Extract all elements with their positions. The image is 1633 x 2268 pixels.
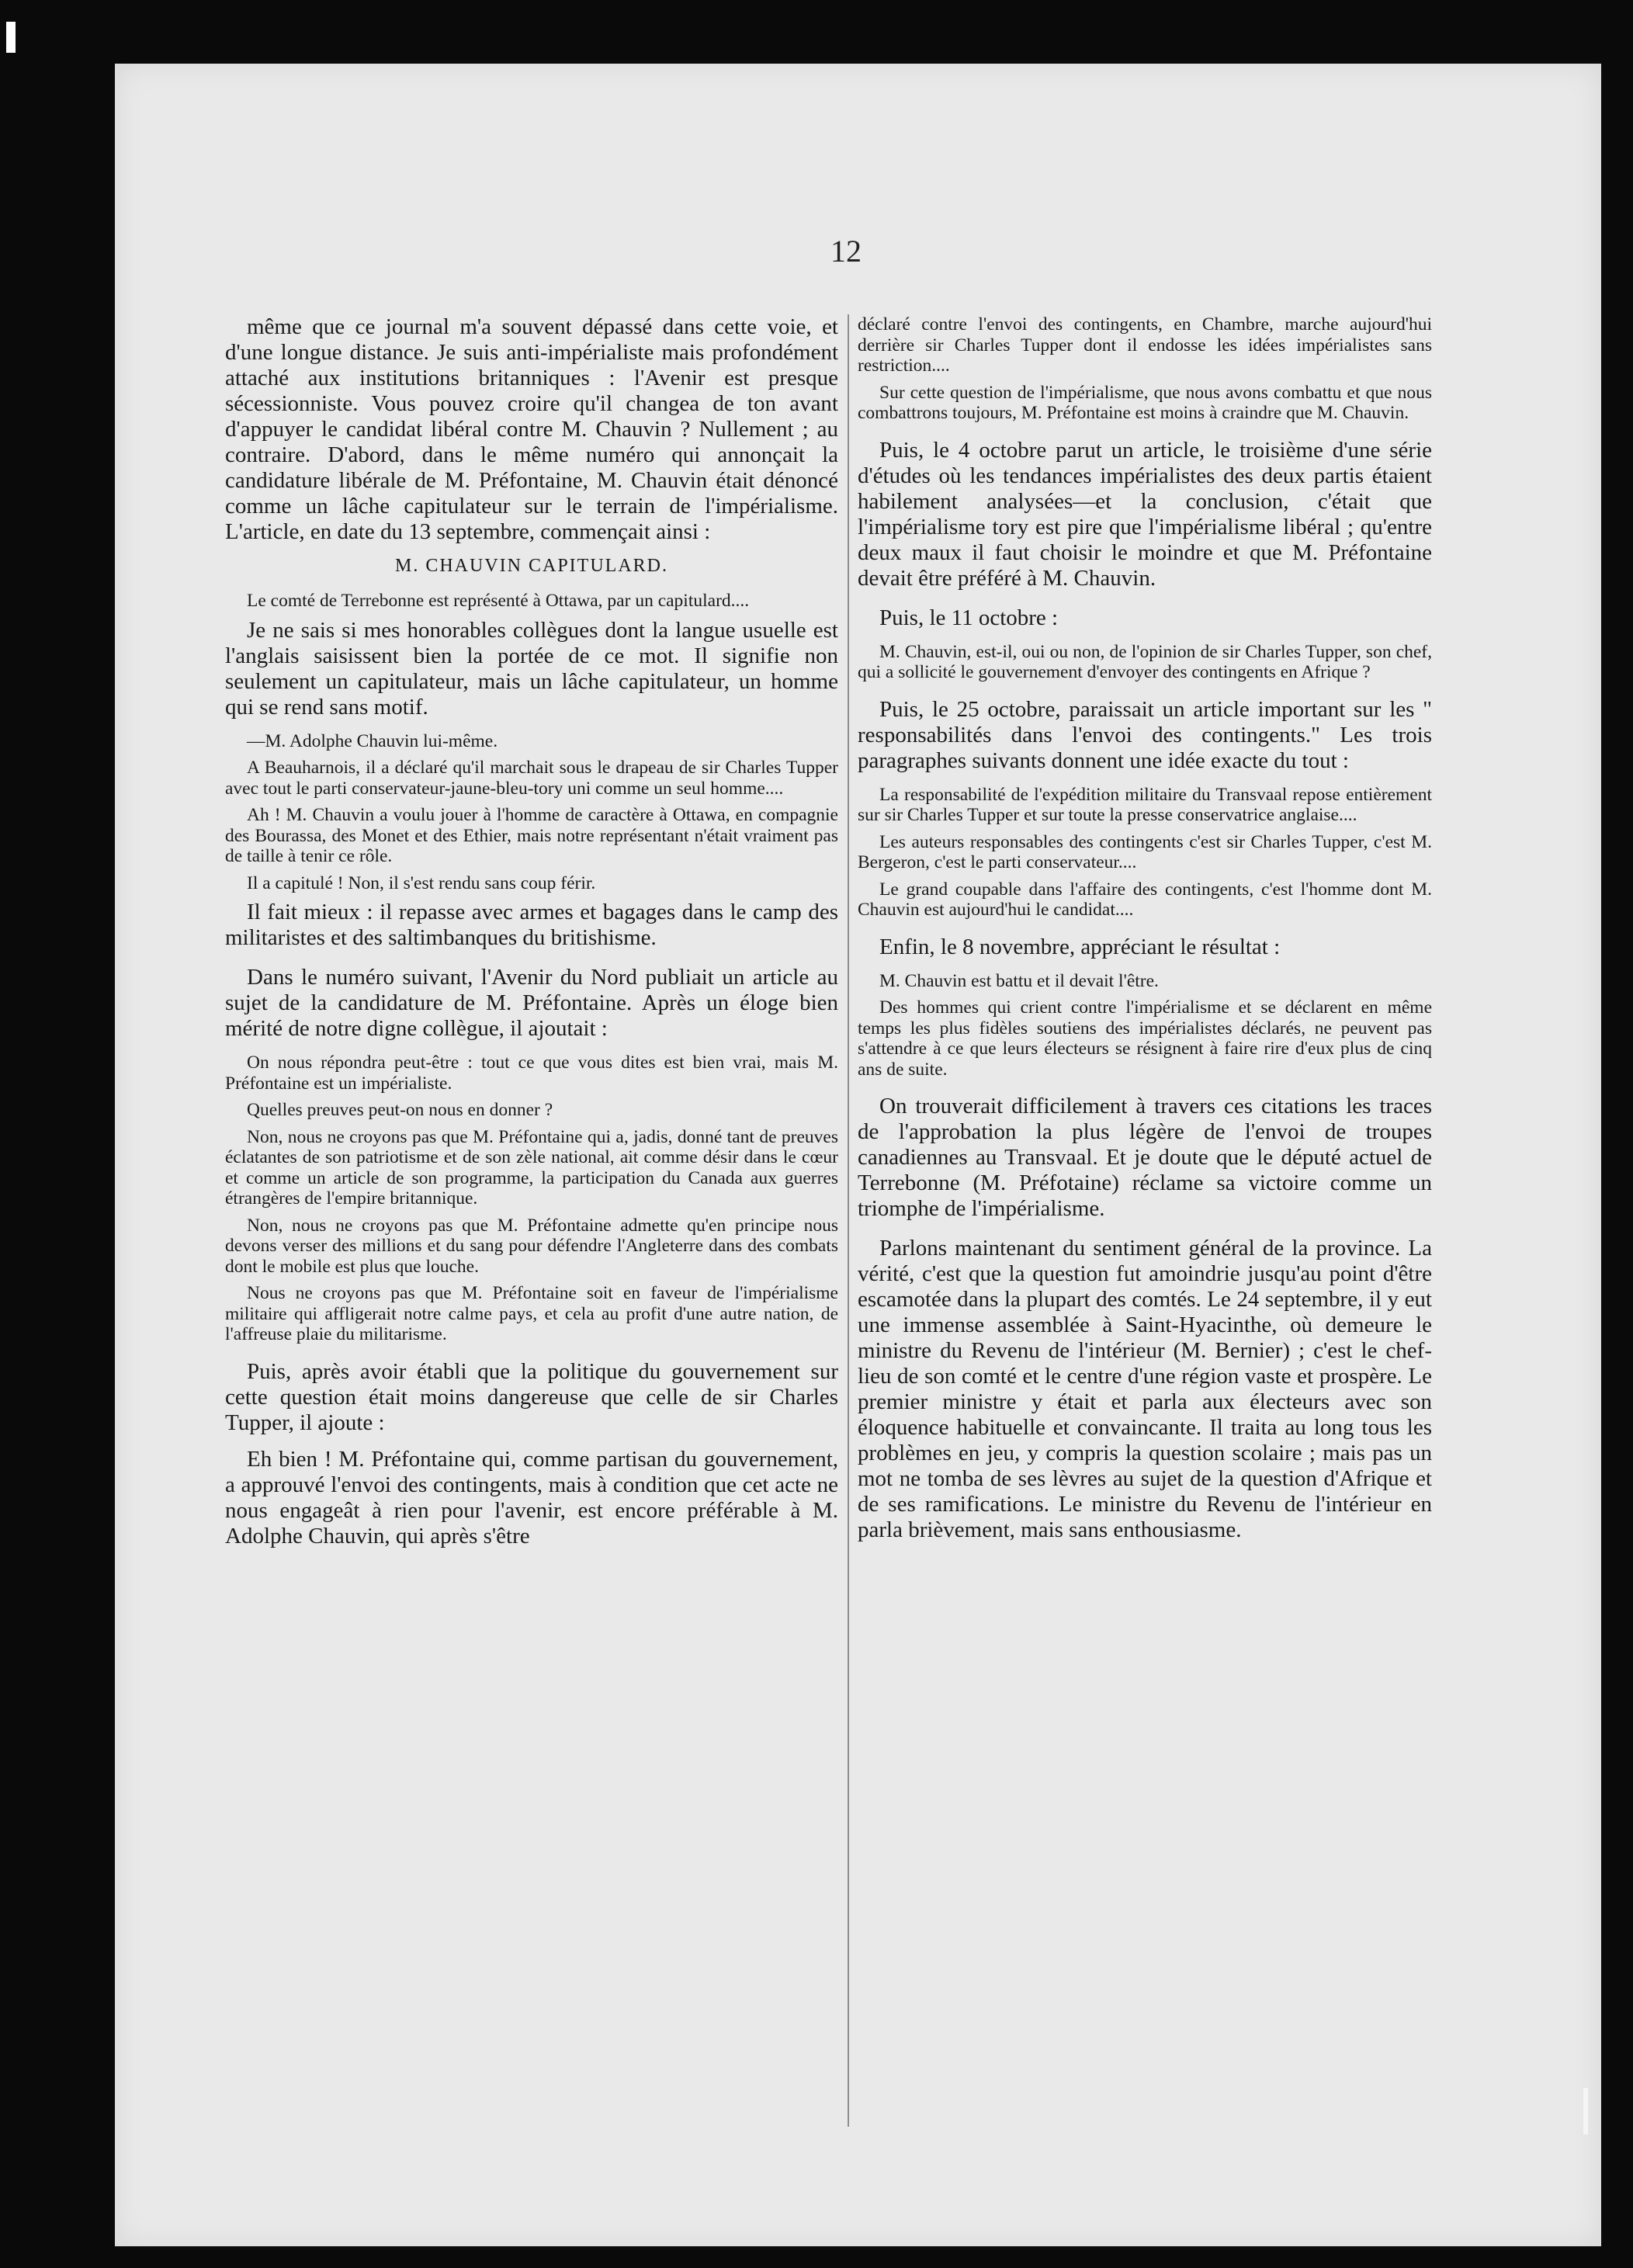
column-divider (848, 314, 849, 2127)
quoted-paragraph: Non, nous ne croyons pas que M. Préfontaine admette qu'en principe nous devons verser des millions et du sang pour défendre l'Angleterre dans des combats dont le mobile est plus que louche. (225, 1215, 838, 1277)
quoted-paragraph: Il fait mieux : il repasse avec armes et bagages dans le camp des militaristes et des saltimbanques du britishisme. (225, 900, 838, 950)
section-heading: M. CHAUVIN CAPITULARD. (394, 556, 668, 576)
quoted-paragraph: Le grand coupable dans l'affaire des contingents, c'est l'homme dont M. Chauvin est aujourd'hui le candidat.... (858, 879, 1432, 920)
film-edge-mark (1583, 2088, 1588, 2134)
quoted-paragraph: Des hommes qui crient contre l'impérialisme et se déclarent en même temps les plus fidèles soutiens des impérialistes déclarés, ne peuvent pas s'attendre à ce que leurs électeurs se résignent à faire rire d'eux plus de cinq ans de suite. (858, 997, 1432, 1080)
page-number: 12 (830, 234, 862, 269)
quoted-paragraph: Eh bien ! M. Préfontaine qui, comme partisan du gouvernement, a approuvé l'envoi des contingents, mais à condition que cet acte ne nous engageât à rien pour l'avenir, est encore préférable à M. Adolphe Chauvin, qui après s'être (225, 1446, 838, 1548)
quoted-paragraph: Quelles preuves peut-on nous en donner ? (247, 1100, 553, 1120)
film-edge-mark (6, 22, 16, 53)
right-column (858, 314, 1432, 1554)
quoted-paragraph: Les auteurs responsables des contingents c'est sir Charles Tupper, c'est M. Bergeron, c'est le parti conservateur.... (858, 831, 1432, 872)
quoted-paragraph: Le comté de Terrebonne est représenté à Ottawa, par un capitulard.... (247, 591, 750, 611)
left-column (225, 314, 838, 1560)
quoted-paragraph: Il a capitulé ! Non, il s'est rendu sans coup férir. (247, 872, 596, 893)
body-paragraph: Puis, le 25 octobre, paraissait un article important sur les " responsabilités dans l'envoi des contingents." Les trois paragraphes suivants donnent une idée exacte du tout : (858, 696, 1432, 773)
quoted-paragraph: A Beauharnois, il a déclaré qu'il marchait sous le drapeau de sir Charles Tupper avec tout le parti conservateur-jaune-bleu-tory uni comme un seul homme.... (225, 758, 838, 799)
quoted-paragraph: —M. Adolphe Chauvin lui-même. (247, 730, 498, 751)
quoted-paragraph: Ah ! M. Chauvin a voulu jouer à l'homme de caractère à Ottawa, en compagnie des Bourassa, des Monet et des Ethier, mais notre représentant n'était vraiment pas de taille à tenir ce rôle. (225, 805, 838, 866)
quoted-paragraph: La responsabilité de l'expédition militaire du Transvaal repose entièrement sur sir Charles Tupper et sur toute la presse conservatrice anglaise.... (858, 784, 1432, 825)
body-paragraph: Puis, le 4 octobre parut un article, le troisième d'une série d'études où les tendances impérialistes des deux partis étaient habilement analysées—et la conclusion, c'était que l'impérialisme tory est pire que l'impérialisme libéral ; qu'entre deux maux il faut choisir le moindre et que M. Préfontaine devait être préféré à M. Chauvin. (858, 437, 1432, 591)
body-paragraph: Enfin, le 8 novembre, appréciant le résultat : (879, 934, 1281, 959)
body-paragraph: Puis, le 11 octobre : (879, 605, 1059, 630)
body-paragraph: On trouverait difficilement à travers ces citations les traces de l'approbation la plus légère de l'envoi de troupes canadiennes au Transvaal. Et je doute que le député actuel de Terrebonne (M. Préfotaine) réclame sa victoire comme un triomphe de l'impérialisme. (858, 1094, 1432, 1221)
quoted-paragraph: M. Chauvin est battu et il devait l'être. (879, 970, 1159, 991)
quoted-paragraph: Nous ne croyons pas que M. Préfontaine soit en faveur de l'impérialisme militaire qui affligerait notre calme pays, et cela au profit d'une autre nation, de l'affreuse plaie du militarisme. (225, 1283, 838, 1344)
quoted-paragraph: Je ne sais si mes honorables collègues dont la langue usuelle est l'anglais saisissent bien la portée de ce mot. Il signifie non seulement un capitulateur, mais un lâche capitulateur, un homme qui se rend sans motif. (225, 617, 838, 720)
quoted-paragraph: déclaré contre l'envoi des contingents, en Chambre, marche aujourd'hui derrière sir Charles Tupper dont il endosse les idées impérialistes sans restriction.... (858, 314, 1432, 376)
body-paragraph: Dans le numéro suivant, l'Avenir du Nord publiait un article au sujet de la candidature de M. Préfontaine. Après un éloge bien mérité de notre digne collègue, il ajoutait : (225, 965, 838, 1041)
body-paragraph: Parlons maintenant du sentiment général de la province. La vérité, c'est que la question fut amoindrie jusqu'au point d'être escamotée dans la plupart des comtés. Le 24 septembre, il y eut une immense assemblée à Saint-Hyacinthe, où demeure le ministre du Revenu de l'intérieur (M. Bernier) ; c'est le chef-lieu de son comté et le centre d'une région vaste et prospère. Le premier ministre y était et parla aux électeurs avec son éloquence habituelle et convaincante. Il traita au long tous les problèmes en jeu, y compris la question scolaire ; mais pas un mot ne tomba de ses lèvres au sujet de la question d'Afrique et de ses ramifications. Le ministre du Revenu de l'intérieur en parla brièvement, mais sans enthousiasme. (858, 1236, 1432, 1542)
body-paragraph: même que ce journal m'a souvent dépassé dans cette voie, et d'une longue distance. Je suis anti-impérialiste mais profondément attaché aux institutions britanniques : l'Avenir est presque sécessionniste. Vous pouvez croire qu'il changea de ton avant d'appuyer le candidat libéral contre M. Chauvin ? Nullement ; au contraire. D'abord, dans le même numéro qui annonçait la candidature libérale de M. Préfontaine, M. Chauvin était dénoncé comme un lâche capitulateur sur le terrain de l'impérialisme. L'article, en date du 13 septembre, commençait ainsi : (225, 314, 838, 544)
quoted-paragraph: Non, nous ne croyons pas que M. Préfontaine qui a, jadis, donné tant de preuves éclatantes de son patriotisme et de son zèle national, ait comme désir dans le cœur et comme un article de son programme, la participation du Canada aux guerres étrangères de l'empire britannique. (225, 1126, 838, 1209)
body-paragraph: Puis, après avoir établi que la politique du gouvernement sur cette question était moins dangereuse que celle de sir Charles Tupper, il ajoute : (225, 1358, 838, 1435)
quoted-paragraph: On nous répondra peut-être : tout ce que vous dites est bien vrai, mais M. Préfontaine est un impérialiste. (225, 1053, 838, 1094)
quoted-paragraph: M. Chauvin, est-il, oui ou non, de l'opinion de sir Charles Tupper, son chef, qui a sollicité le gouvernement d'envoyer des contingents en Afrique ? (858, 641, 1432, 682)
quoted-paragraph: Sur cette question de l'impérialisme, que nous avons combattu et que nous combattrons toujours, M. Préfontaine est moins à craindre que M. Chauvin. (858, 382, 1432, 423)
